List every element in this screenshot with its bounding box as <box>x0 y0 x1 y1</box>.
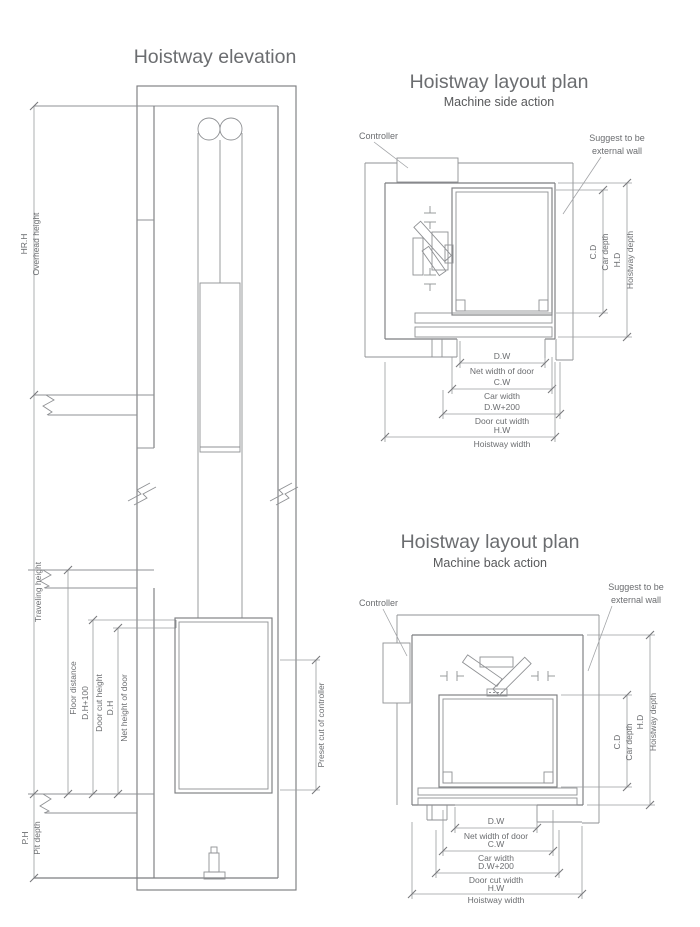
plan-side-depth-dimensions <box>556 179 635 341</box>
pit-buffer <box>204 847 225 879</box>
controller-label-back: Controller <box>359 598 399 608</box>
preset-cut-label: Preset cut of controller <box>316 682 326 768</box>
counterweight <box>200 283 240 452</box>
machine-assembly-back <box>440 655 555 696</box>
controller-label: Controller <box>359 131 399 141</box>
hoistway-depth-label-back: Hoistway depth <box>648 692 658 752</box>
wall-break-symbol <box>128 483 298 505</box>
controller-box <box>397 158 458 182</box>
cw-label-back: C.W <box>487 839 505 849</box>
machine-assembly <box>413 206 453 291</box>
external-wall-leader-back <box>588 606 612 671</box>
hoistway-width-label: Hoistway width <box>473 439 531 449</box>
external-wall-outline <box>365 163 573 360</box>
car-depth-label-back: Car depth <box>624 723 634 761</box>
cd-label-back: C.D <box>612 734 622 750</box>
hoistway-width-label-back: Hoistway width <box>467 895 525 905</box>
external-wall-note-line1: Suggest to be <box>589 133 645 143</box>
floor-distance-label: Floor distance <box>68 661 78 715</box>
external-wall-note-back-line1: Suggest to be <box>608 582 664 592</box>
cw-label: C.W <box>493 377 511 387</box>
dw200-label-back: D.W+200 <box>478 861 514 871</box>
plan-side-title: Hoistway layout plan <box>409 71 589 93</box>
pit-depth-label: Pit depth <box>32 821 42 855</box>
door-cut-width-label: Door cut width <box>474 416 530 426</box>
elevation-dimensions <box>19 102 129 882</box>
hd-label-back: H.D <box>635 714 645 730</box>
hoistway-depth-label: Hoistway depth <box>625 230 635 290</box>
external-wall-outline-back <box>397 615 599 823</box>
dh100-label: D.H+100 <box>80 686 90 720</box>
hw-label-back: H.W <box>487 883 505 893</box>
external-wall-note-back-line2: external wall <box>610 595 662 605</box>
controller-box-back <box>383 643 410 703</box>
net-door-height-label: Net height of door <box>119 674 129 742</box>
car-width-label-back: Car width <box>478 853 514 863</box>
plan-back-title: Hoistway layout plan <box>400 531 580 553</box>
hrh-label: HR.H <box>19 233 29 255</box>
elevation-drawing <box>19 46 326 890</box>
plan-side-drawing <box>359 71 645 449</box>
hd-label: H.D <box>612 252 622 268</box>
overhead-height-label: Overhead height <box>31 212 41 276</box>
door-cut-width-label-back: Door cut width <box>468 875 524 885</box>
plan-side-subtitle: Machine side action <box>443 95 555 109</box>
traveling-height-label: Traveling height <box>33 561 43 623</box>
car-plan-back <box>439 695 557 787</box>
sheave-right <box>220 118 242 140</box>
dw-label: D.W <box>493 351 511 361</box>
car-plan <box>452 188 552 315</box>
elevator-car-section <box>175 618 272 793</box>
preset-cut-dimension <box>280 656 326 794</box>
dw-label-back: D.W <box>487 816 505 826</box>
ph-label: P.H <box>20 831 30 845</box>
car-depth-label: Car depth <box>600 233 610 271</box>
hoistway-plan-walls <box>385 183 556 360</box>
door-sills <box>415 313 552 337</box>
dh-label: D.H <box>105 700 115 716</box>
net-door-width-label: Net width of door <box>469 366 535 376</box>
door-sills-back <box>418 788 577 805</box>
elevation-title: Hoistway elevation <box>133 46 297 68</box>
external-wall-leader <box>563 157 601 214</box>
car-width-label: Car width <box>484 391 520 401</box>
controller-leader <box>374 142 408 168</box>
dw200-label: D.W+200 <box>484 402 520 412</box>
hw-label: H.W <box>493 425 511 435</box>
plan-back-subtitle: Machine back action <box>433 556 547 570</box>
external-wall-note-line2: external wall <box>591 146 643 156</box>
door-cut-height-label: Door cut height <box>94 674 104 732</box>
plan-back-drawing <box>359 531 664 905</box>
sheave-left <box>198 118 220 140</box>
cd-label: C.D <box>588 244 598 260</box>
plan-back-depth-dimensions <box>561 631 658 809</box>
net-door-width-label-back: Net width of door <box>463 831 529 841</box>
